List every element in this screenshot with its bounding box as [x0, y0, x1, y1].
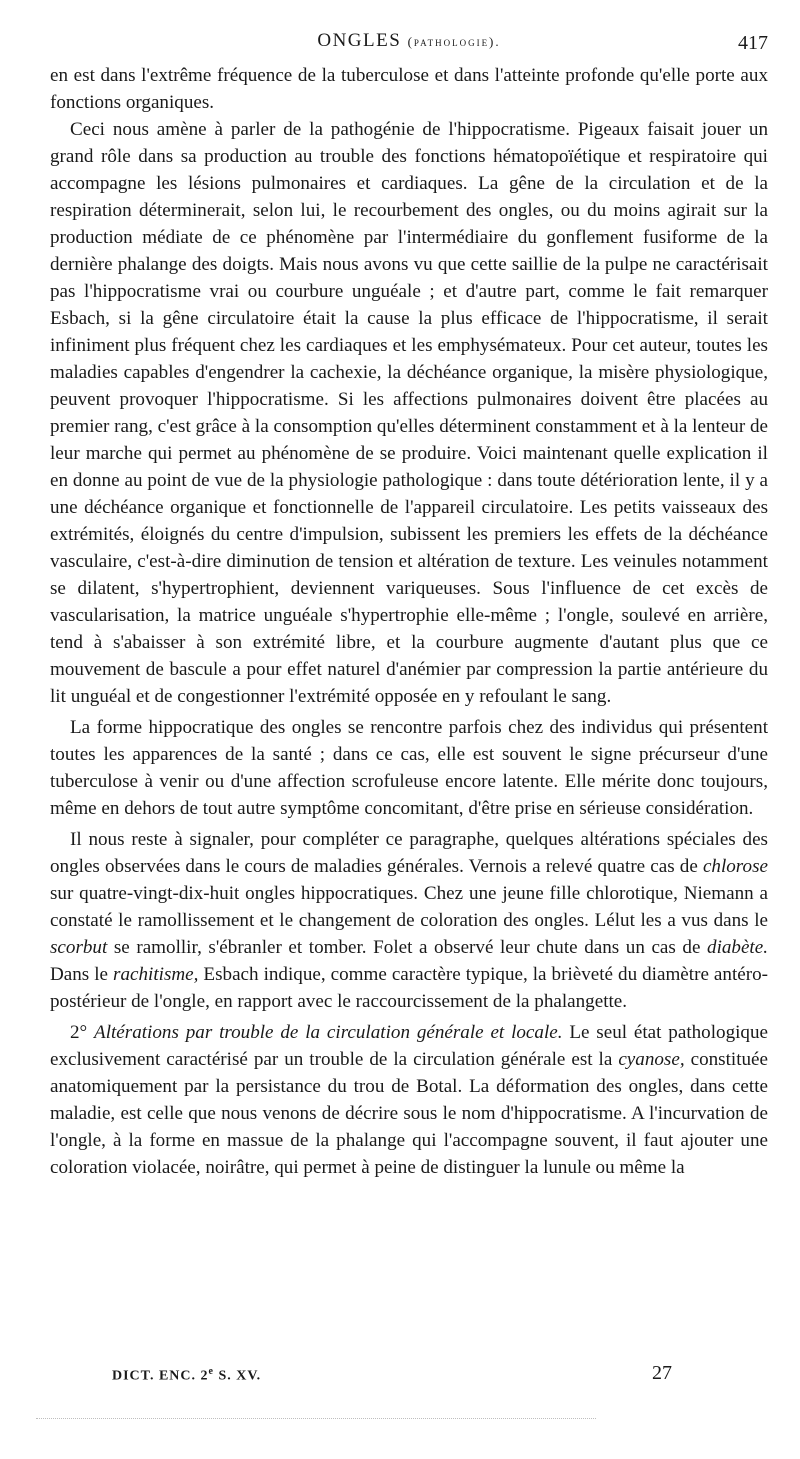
body-text	[50, 62, 768, 1181]
header-title: ONGLES	[317, 30, 402, 51]
p4-text: sur quatre-vingt-dix-huit ongles hippocratiques. Chez une jeune fille chlorotique, Niemann a constaté le ramollissement et le changement de coloration des ongles. Lélut les a vus dans le	[50, 883, 768, 931]
paragraph-3: La forme hippocratique des ongles se rencontre parfois chez des individus qui présentent toutes les apparences de la santé ; dans ce cas, elle est souvent le signe précurseur d'une tuberculose à venir ou d'une affection scrofuleuse encore latente. Elle mérite donc toujours, même en dehors de tout autre symptôme concomitant, d'être prise en sérieuse considération.	[50, 717, 768, 819]
paragraph-2: Ceci nous amène à parler de la pathogénie de l'hippocratisme. Pigeaux faisait jouer un grand rôle dans sa production au trouble des fonctions hématopoïétique et respiratoire qui accompagne les lésions pulmonaires et cardiaques. La gêne de la circulation et de la respiration déterminerait, selon lui, le recourbement des ongles, ou du moins agirait sur la production médiate de ce phénomène par l'intermédiaire du gonflement fusiforme de la dernière phalange des doigts. Mais nous avons vu que cette saillie de la pulpe ne caractérisait pas l'hippocratisme vrai ou courbure unguéale ; et d'autre part, comme le fait remarquer Esbach, si la gêne circulatoire était la cause la plus efficace de l'hippocratisme, il serait infiniment plus fréquent chez les cardiaques et les emphysémateux. Pour cet auteur, toutes les maladies capables d'engendrer la cachexie, la déchéance organique, la misère physiologique, peuvent provoquer l'hippocratisme. Si les affections pulmonaires doivent être placées au premier rang, c'est grâce à la consomption qu'elles déterminent constamment et à la lenteur de leur marche qui permet au phénomène de se produire. Voici maintenant quelle explication il en donne au point de vue de la physiologie pathologique : dans toute détérioration lente, il y a une déchéance organique et fonctionnelle de l'appareil circulatoire. Les petits vaisseaux des extrémités, éloignés du centre d'impulsion, subissent les premiers les effets de la déchéance vasculaire, c'est-à-dire diminution de tension et altération de texture. Les veinules notamment se dilatent, s'hypertrophient, deviennent variqueuses. Sous l'influence de cet excès de vascularisation, la matrice unguéale s'hypertrophie elle-même ; l'ongle, soulevé en arrière, tend à s'abaisser à son extrémité libre, et la courbure augmente d'autant plus que ce mouvement de bascule a pour effet naturel d'anémier par compression la partie antérieure du lit unguéal et de congestionner l'extrémité opposée en y refoulant le sang.	[50, 119, 768, 707]
p4-text: Dans le	[50, 964, 114, 985]
p4-diabete: diabète.	[707, 937, 768, 958]
p5-number: 2°	[70, 1022, 95, 1043]
sheet-number: 27	[652, 1362, 672, 1384]
p5-cyanose: cyanose,	[618, 1049, 685, 1070]
paragraph-1: en est dans l'extrême fréquence de la tuberculose et dans l'atteinte profonde qu'elle porte aux fonctions organiques.	[50, 65, 768, 113]
p4-text: se ramollir, s'ébranler et tomber. Folet a observé leur chute dans un cas de	[107, 937, 708, 958]
p4-scorbut: scorbut	[50, 937, 108, 958]
signature-superscript: e	[208, 1366, 214, 1377]
p5-heading: Altérations par trouble de la circulation générale et locale.	[94, 1022, 563, 1043]
paragraph-5	[50, 1019, 768, 1181]
p4-text: Esbach indique, comme caractère typique, la brièveté du diamètre antéro-postérieur de l'ongle, en rapport avec le raccourcissement de la phalangette.	[50, 964, 768, 1012]
p4-text: Il nous reste à signaler, pour compléter ce paragraphe, quelques altérations spéciales des ongles observées dans le cours de maladies générales. Vernois a relevé quatre cas de	[50, 829, 768, 877]
signature-text: DICT. ENC. 2	[112, 1368, 209, 1384]
page-footer	[50, 1362, 768, 1392]
header-subtitle: (pathologie).	[407, 34, 501, 49]
running-title	[50, 30, 768, 52]
running-header	[50, 30, 768, 56]
signature-mark	[112, 1366, 261, 1385]
paragraph-4	[50, 826, 768, 1015]
p4-rachitisme: rachitisme,	[113, 964, 199, 985]
p4-chlorose: chlorose	[702, 856, 768, 877]
signature-text: S. XV.	[213, 1368, 262, 1384]
p5-text: Le seul état pathologique exclusivement caractérisé par un trouble de la circulation générale est la	[50, 1022, 768, 1070]
page-number: 417	[738, 32, 768, 54]
p5-text: constituée anatomiquement par la persistance du trou de Botal. La déformation des ongles, dans cette maladie, est celle que nous venons de décrire sous le nom d'hippocratisme. A l'incurvation de l'ongle, à la forme en massue de la phalange qui l'accompagne souvent, il faut ajouter une coloration violacée, noirâtre, qui permet à peine de distinguer la lunule ou même la	[50, 1049, 768, 1178]
bleed-through-line	[36, 1412, 596, 1419]
